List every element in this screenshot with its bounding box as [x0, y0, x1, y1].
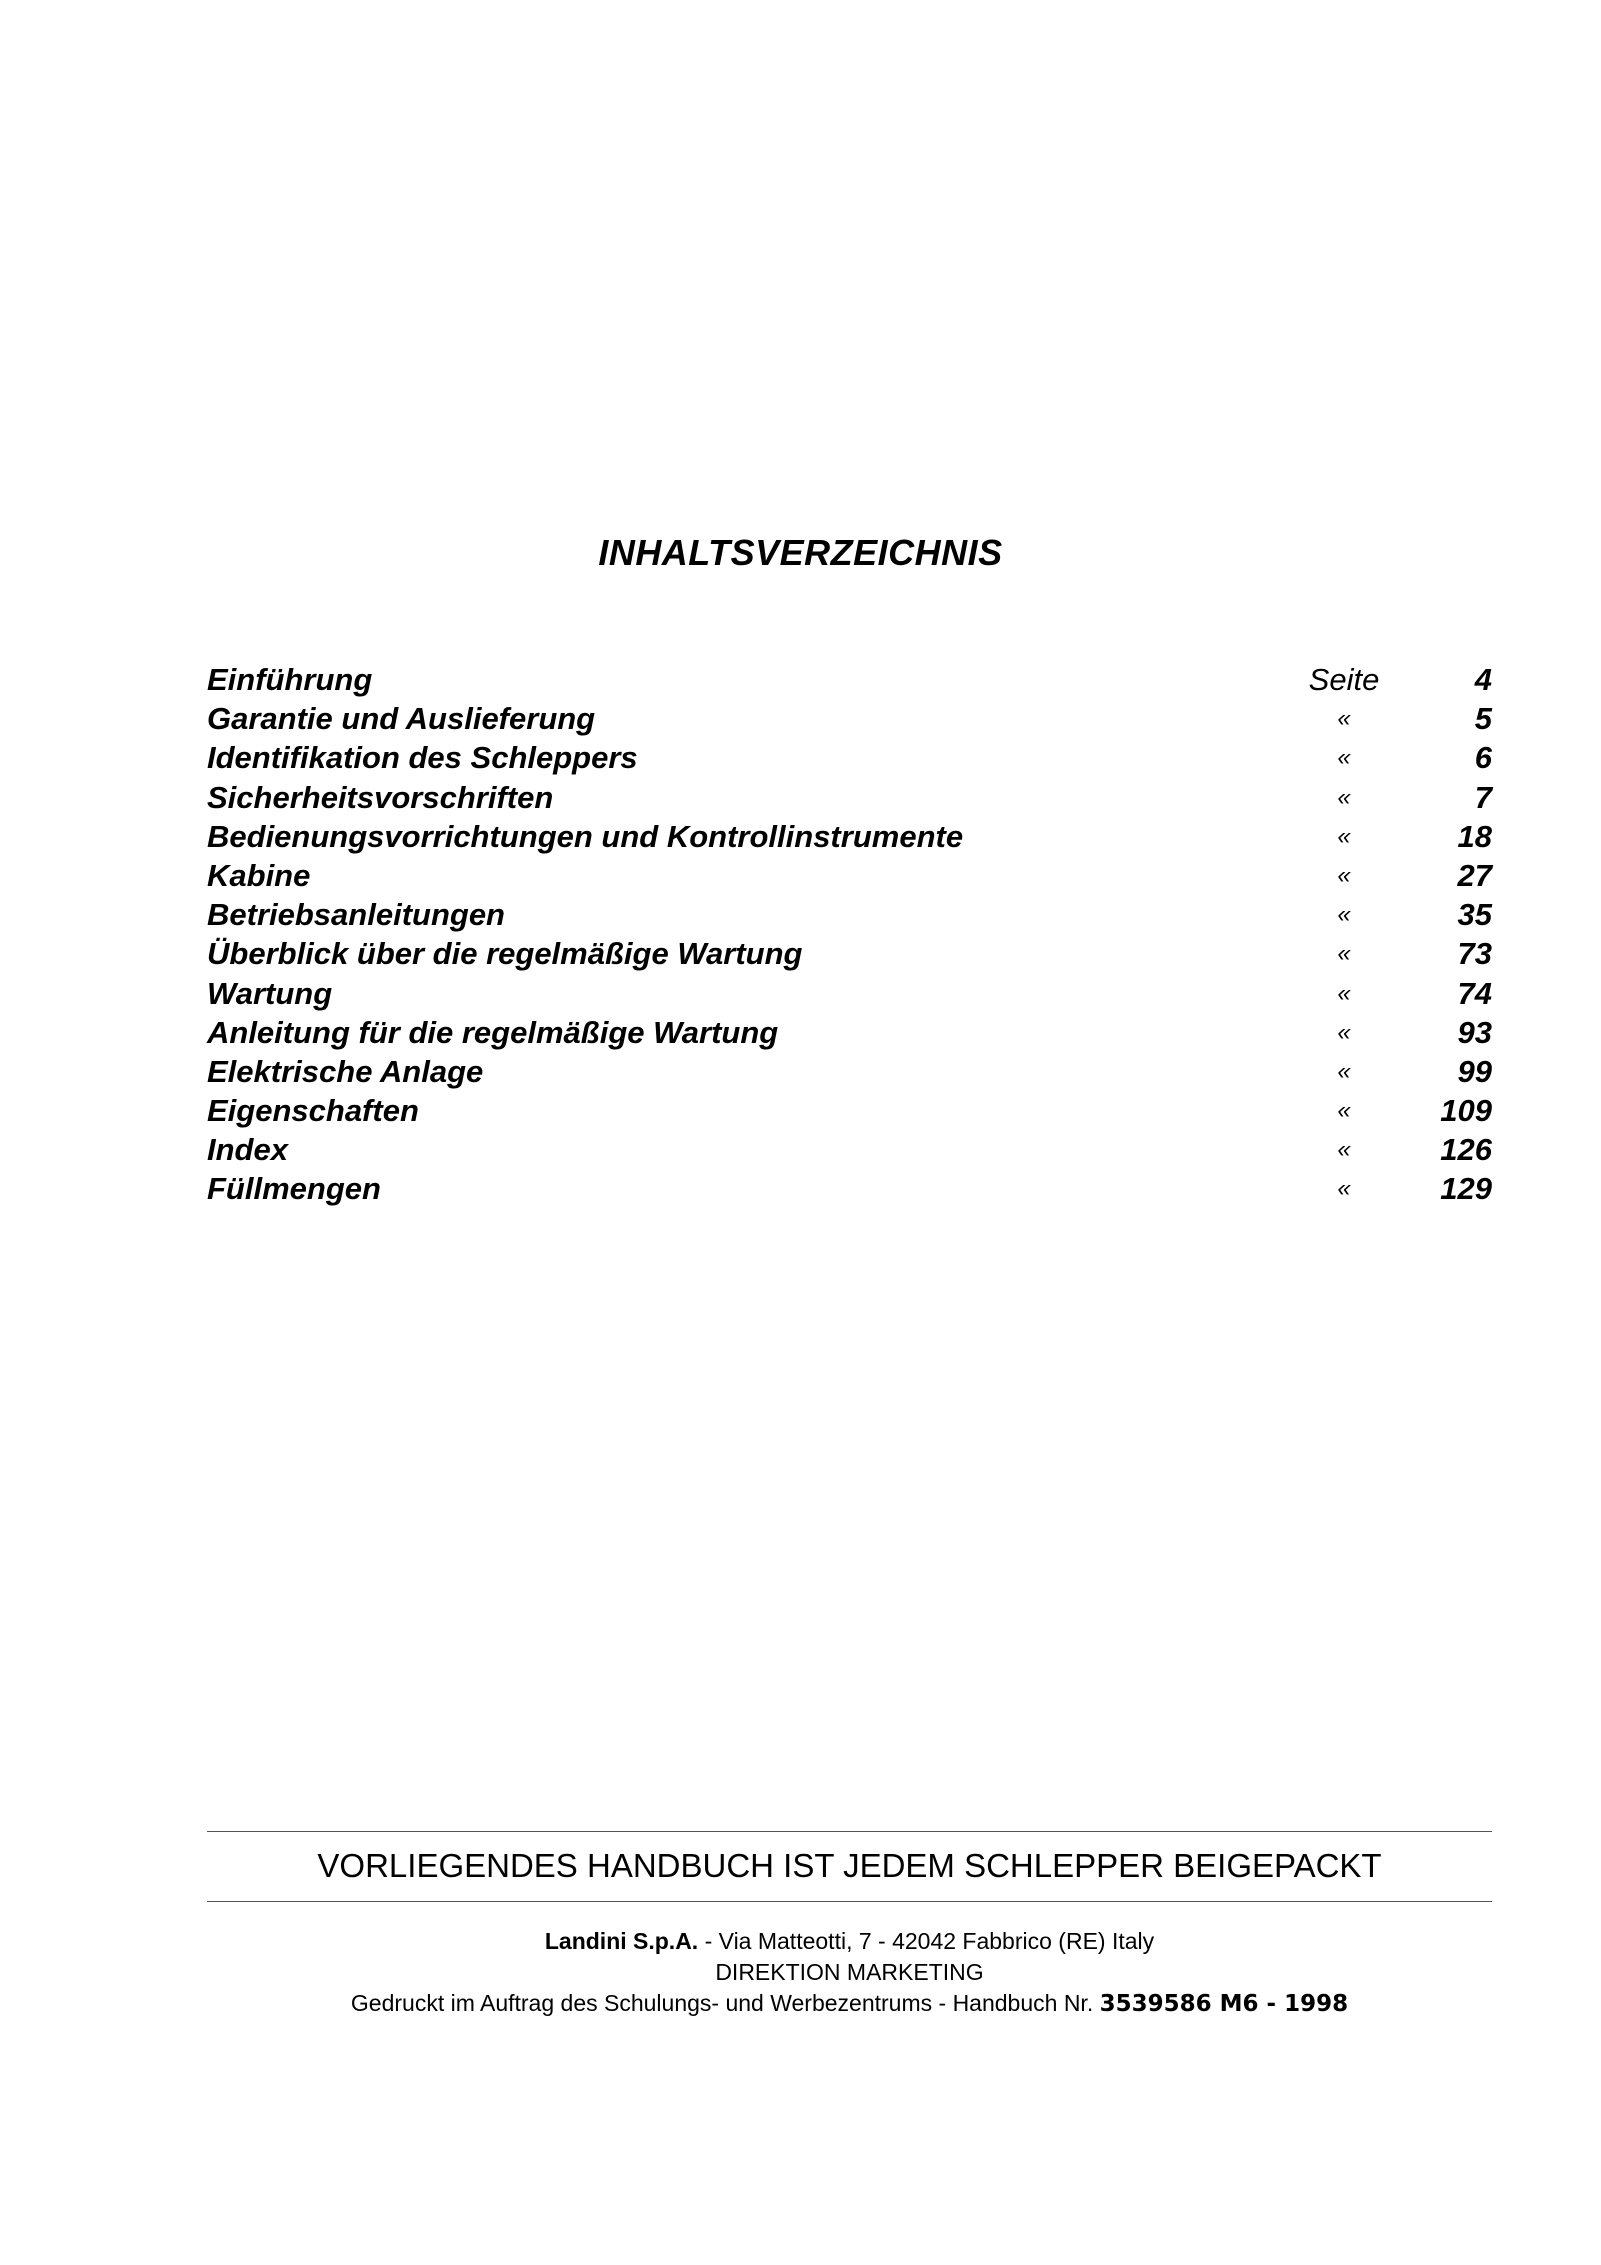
toc-entry-title: Wartung: [207, 975, 333, 1011]
toc-entry-title: Index: [207, 1132, 288, 1168]
toc-ditto-mark: «: [1337, 822, 1351, 850]
toc-page-number: 27: [1457, 857, 1492, 893]
printed-note: Gedruckt im Auftrag des Schulungs- und Werbezentrums - Handbuch Nr.: [350, 1990, 1100, 2016]
company-address: - Via Matteotti, 7 - 42042 Fabbrico (RE) Italy: [698, 1928, 1155, 1954]
toc-row: [207, 895, 1492, 934]
toc-row: [207, 974, 1492, 1013]
page-title: INHALTSVERZEICHNIS: [598, 532, 1003, 573]
toc-row: [207, 699, 1492, 738]
toc-ditto-mark: «: [1337, 1057, 1351, 1085]
company-name: Landini S.p.A.: [544, 1928, 699, 1954]
toc-entry-title: Bedienungsvorrichtungen und Kontrollinstrumente: [207, 818, 964, 854]
imprint-print-line: [207, 1988, 1492, 2020]
toc-row: [207, 660, 1492, 699]
toc-page-number: 6: [1474, 740, 1492, 776]
toc-ditto-mark: «: [1337, 1175, 1351, 1203]
toc-entry-title: Elektrische Anlage: [207, 1053, 484, 1089]
toc-row: [207, 934, 1492, 973]
toc-row: [207, 778, 1492, 817]
toc-row: [207, 817, 1492, 856]
toc-ditto-mark: «: [1337, 744, 1351, 772]
toc-ditto-mark: «: [1337, 1097, 1351, 1125]
imprint-block: [207, 1926, 1492, 2020]
notice-banner: VORLIEGENDES HANDBUCH IST JEDEM SCHLEPPER BEIGEPACKT: [317, 1847, 1382, 1884]
toc-entry-title: Eigenschaften: [207, 1093, 419, 1129]
table-of-contents: [207, 660, 1492, 1209]
toc-entry-title: Kabine: [207, 857, 311, 893]
toc-page-number: 74: [1457, 975, 1492, 1011]
toc-ditto-mark: «: [1337, 1136, 1351, 1164]
toc-page-number: 5: [1474, 701, 1492, 737]
toc-entry-title: Garantie und Auslieferung: [207, 701, 596, 737]
toc-ditto-mark: «: [1337, 861, 1351, 889]
toc-entry-title: Anleitung für die regelmäßige Wartung: [207, 1014, 779, 1050]
toc-page-number: 7: [1474, 779, 1492, 815]
toc-ditto-mark: «: [1337, 1018, 1351, 1046]
toc-row: [207, 856, 1492, 895]
toc-page-number: 4: [1474, 662, 1492, 697]
toc-page-number: 109: [1440, 1093, 1492, 1129]
toc-page-number: 126: [1440, 1132, 1492, 1168]
toc-row: [207, 1169, 1492, 1208]
toc-entry-title: Überblick über die regelmäßige Wartung: [207, 936, 803, 972]
toc-page-number: 93: [1457, 1014, 1492, 1050]
toc-page-number: 18: [1457, 818, 1492, 854]
divider-top: [207, 1831, 1492, 1832]
toc-ditto-mark: «: [1337, 705, 1351, 733]
toc-row: [207, 1091, 1492, 1130]
toc-page-number: 129: [1440, 1171, 1492, 1207]
toc-page-number: 99: [1457, 1053, 1492, 1089]
toc-ditto-mark: «: [1337, 783, 1351, 811]
toc-row: [207, 1052, 1492, 1091]
toc-ditto-mark: «: [1337, 940, 1351, 968]
toc-page-number: 35: [1457, 897, 1492, 933]
toc-row: [207, 1013, 1492, 1052]
toc-row: [207, 1130, 1492, 1169]
toc-page-label: Seite: [1308, 662, 1380, 697]
toc-entry-title: Einführung: [207, 662, 373, 697]
toc-ditto-mark: «: [1337, 979, 1351, 1007]
toc-row: [207, 738, 1492, 777]
imprint-address-line: [207, 1926, 1492, 1957]
toc-entry-title: Sicherheitsvorschriften: [207, 779, 554, 815]
toc-entry-title: Identifikation des Schleppers: [207, 740, 638, 776]
department-name: DIREKTION MARKETING: [715, 1959, 984, 1985]
divider-bottom: [207, 1901, 1492, 1902]
toc-entry-title: Füllmengen: [207, 1171, 381, 1207]
toc-page-number: 73: [1457, 936, 1492, 972]
toc-entry-title: Betriebsanleitungen: [207, 897, 505, 933]
manual-number: 3539586 M6 - 1998: [1099, 1991, 1349, 2017]
toc-ditto-mark: «: [1337, 901, 1351, 929]
